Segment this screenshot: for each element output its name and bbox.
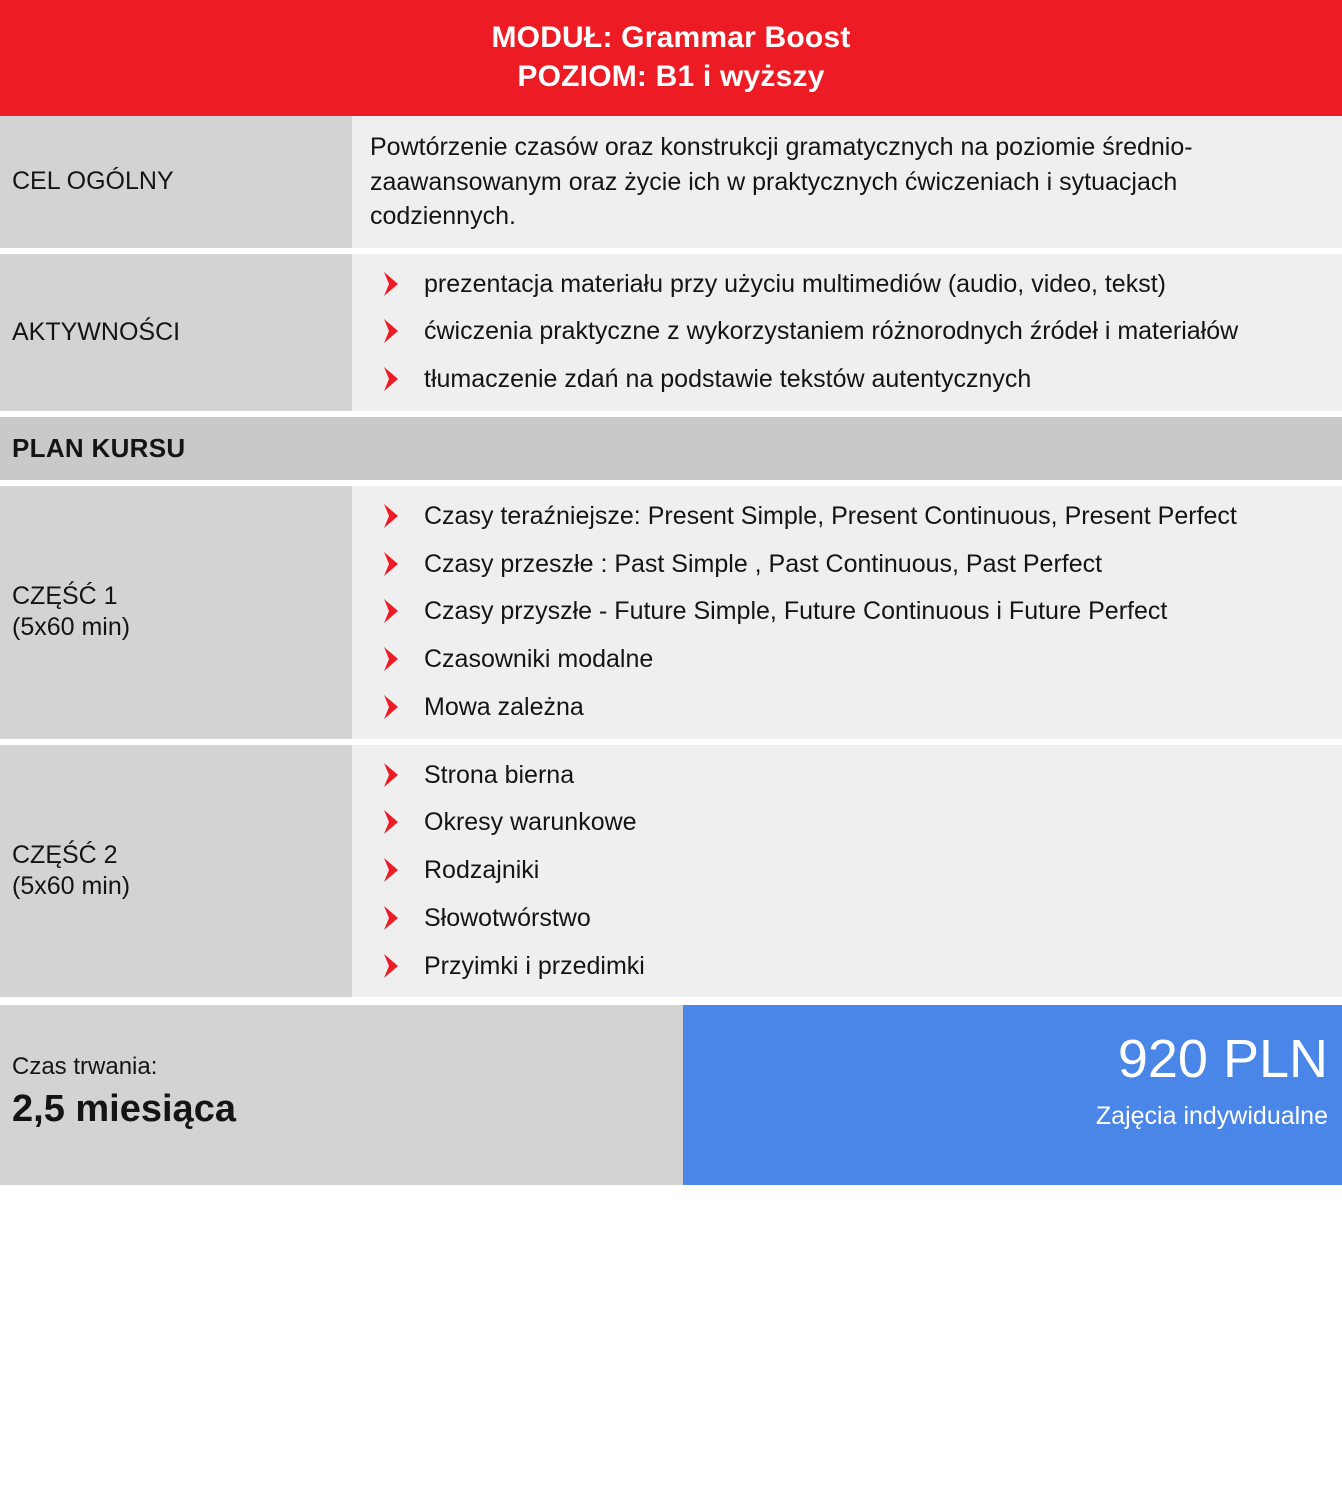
card-footer	[0, 1005, 1342, 1185]
part2-label	[0, 745, 352, 998]
list-item	[370, 854, 1328, 888]
price-note: Zajęcia indywidualne	[1095, 1101, 1328, 1130]
list-item	[370, 500, 1328, 534]
activities-list	[370, 268, 1328, 397]
list-item-label: Czasowniki modalne	[424, 645, 654, 673]
plan-section-header: PLAN KURSU	[0, 417, 1342, 480]
list-item	[370, 806, 1328, 840]
list-item-label: Czasy teraźniejsze: Present Simple, Present Continuous, Present Perfect	[424, 501, 1237, 530]
part2-title: CZĘŚĆ 2	[12, 840, 118, 869]
chevron-right-icon	[378, 501, 408, 531]
goal-content	[352, 116, 1342, 248]
list-item	[370, 950, 1328, 984]
activities-label: AKTYWNOŚCI	[0, 254, 352, 411]
price-block	[683, 1005, 1342, 1185]
chevron-right-icon	[378, 316, 408, 346]
list-item-label: Przyimki i przedimki	[424, 951, 645, 980]
part2-duration: (5x60 min)	[12, 871, 131, 900]
list-item-label: Czasy przyszłe - Future Simple, Future Continuous i Future Perfect	[424, 597, 1168, 626]
part2-list	[370, 759, 1328, 984]
chevron-right-icon	[378, 364, 408, 394]
card-header	[0, 0, 1342, 116]
price-value: 920 PLN	[1117, 1029, 1328, 1090]
module-title: MODUŁ: Grammar Boost	[491, 21, 851, 54]
chevron-right-icon	[378, 855, 408, 885]
chevron-right-icon	[378, 644, 408, 674]
part1-duration: (5x60 min)	[12, 613, 131, 642]
row-activities	[0, 254, 1342, 411]
chevron-right-icon	[378, 951, 408, 981]
list-item	[370, 548, 1328, 582]
chevron-right-icon	[378, 903, 408, 933]
row-part-1	[0, 486, 1342, 739]
chevron-right-icon	[378, 596, 408, 626]
part1-label	[0, 486, 352, 739]
list-item	[370, 268, 1328, 302]
part2-content	[352, 745, 1342, 998]
list-item-label: Mowa zależna	[424, 692, 584, 721]
duration-block	[0, 1005, 683, 1185]
duration-label: Czas trwania:	[12, 1053, 158, 1081]
part1-list	[370, 500, 1328, 725]
chevron-right-icon	[378, 807, 408, 837]
list-item	[370, 643, 1328, 677]
list-item	[370, 902, 1328, 936]
list-item-label: Okresy warunkowe	[424, 808, 637, 837]
chevron-right-icon	[378, 549, 408, 579]
activities-content	[352, 254, 1342, 411]
list-item-label: Rodzajniki	[424, 856, 540, 884]
chevron-right-icon	[378, 269, 408, 299]
list-item	[370, 691, 1328, 725]
list-item-label: tłumaczenie zdań na podstawie tekstów autentycznych	[424, 365, 1032, 393]
goal-label: CEL OGÓLNY	[0, 116, 352, 248]
level-title: POZIOM: B1 i wyższy	[517, 60, 825, 93]
list-item	[370, 759, 1328, 793]
list-item-label: prezentacja materiału przy użyciu multimediów (audio, video, tekst)	[424, 269, 1166, 298]
chevron-right-icon	[378, 692, 408, 722]
list-item-label: ćwiczenia praktyczne z wykorzystaniem różnorodnych źródeł i materiałów	[424, 317, 1239, 346]
list-item-label: Strona bierna	[424, 760, 575, 789]
list-item	[370, 595, 1328, 629]
list-item-label: Słowotwórstwo	[424, 903, 591, 932]
list-item-label: Czasy przeszłe : Past Simple , Past Continuous, Past Perfect	[424, 549, 1103, 578]
row-goal	[0, 116, 1342, 248]
duration-value: 2,5 miesiąca	[12, 1088, 236, 1131]
list-item	[370, 363, 1328, 397]
row-part-2	[0, 745, 1342, 998]
chevron-right-icon	[378, 760, 408, 790]
list-item	[370, 315, 1328, 349]
part1-title: CZĘŚĆ 1	[12, 581, 118, 610]
part1-content	[352, 486, 1342, 739]
goal-text: Powtórzenie czasów oraz konstrukcji gramatycznych na poziomie średnio- zaawansowanym oraz życie ich w praktycznych ćwiczeniach i sytuacjach codziennych.	[370, 133, 1193, 230]
